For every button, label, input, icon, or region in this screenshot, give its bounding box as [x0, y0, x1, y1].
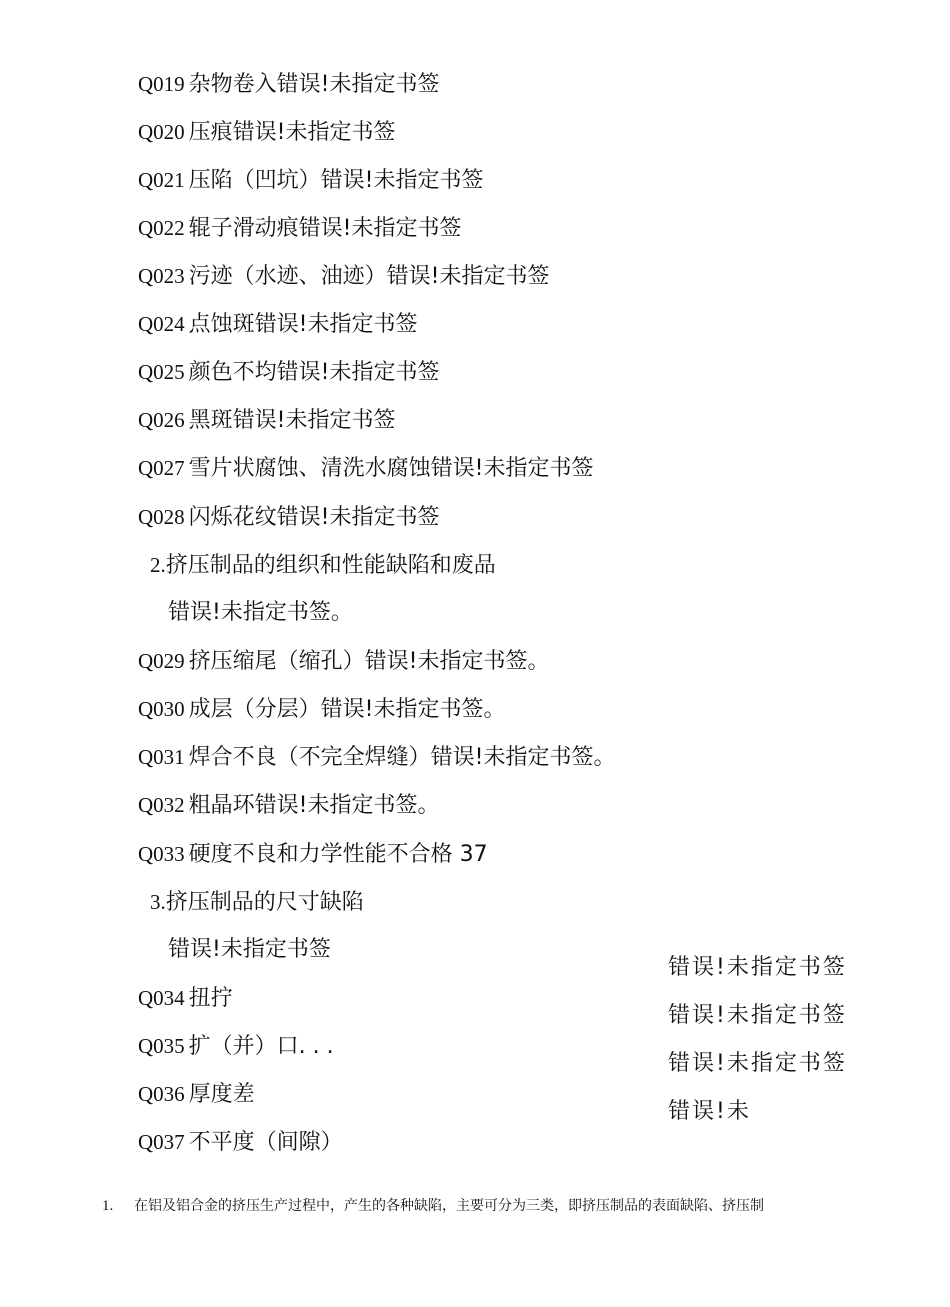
toc-entry-q030 — [138, 694, 506, 724]
entry-code: Q034 — [138, 986, 185, 1010]
toc-entry-q037 — [138, 1127, 343, 1157]
section-title: 挤压制品的尺寸缺陷 — [165, 890, 364, 915]
toc-entry-q034 — [138, 983, 233, 1013]
entry-title: 硬度不良和力学性能不合格 37 — [188, 842, 488, 867]
toc-entry-q029 — [138, 646, 550, 676]
toc-entry-q036 — [138, 1079, 255, 1109]
entry-code: Q027 — [138, 456, 185, 480]
section-number: 3. — [150, 890, 166, 914]
toc-entry-q025 — [138, 357, 440, 387]
entry-code: Q037 — [138, 1130, 185, 1154]
section-number: 2. — [150, 553, 166, 577]
toc-entry-q032 — [138, 790, 440, 820]
entry-title: 黑斑错误!未指定书签 — [188, 408, 396, 433]
entry-title: 杂物卷入错误!未指定书签 — [188, 72, 440, 97]
entry-title: 挤压缩尾（缩孔）错误!未指定书签。 — [188, 649, 550, 674]
toc-entry-q020 — [138, 117, 396, 147]
entry-code: Q031 — [138, 745, 185, 769]
entry-code: Q030 — [138, 697, 185, 721]
entry-title: 颜色不均错误!未指定书签 — [188, 360, 440, 385]
section-3-subline: 错误!未指定书签 — [168, 937, 331, 962]
toc-entry-q023 — [138, 261, 550, 291]
footnote — [102, 1192, 764, 1220]
toc-entry-q028 — [138, 502, 440, 532]
entry-code: Q023 — [138, 264, 185, 288]
entry-code: Q036 — [138, 1082, 185, 1106]
entry-title: 雪片状腐蚀、清洗水腐蚀错误!未指定书签 — [188, 456, 594, 481]
entry-title: 压痕错误!未指定书签 — [188, 120, 396, 145]
entry-code: Q025 — [138, 360, 185, 384]
entry-title: 扩（并）口. . . — [188, 1034, 334, 1059]
entry-title: 扭拧 — [188, 986, 233, 1011]
entry-code: Q022 — [138, 216, 185, 240]
entry-code: Q020 — [138, 120, 185, 144]
entry-code: Q021 — [138, 168, 185, 192]
side-text-block: 错误!未指定书签错误!未指定书签错误!未指定书签错误!未 — [668, 955, 847, 1124]
toc-entry-q026 — [138, 405, 396, 435]
section-2-subline: 错误!未指定书签。 — [168, 600, 353, 625]
entry-code: Q032 — [138, 793, 185, 817]
footnote-number: 1. — [102, 1198, 114, 1214]
entry-title: 不平度（间隙） — [188, 1130, 343, 1155]
section-heading-3 — [150, 887, 364, 917]
entry-title: 厚度差 — [188, 1082, 255, 1107]
toc-entry-q019 — [138, 69, 440, 99]
entry-code: Q019 — [138, 72, 185, 96]
toc-entry-q021 — [138, 165, 484, 195]
footnote-text: 在铝及铝合金的挤压生产过程中，产生的各种缺陷，主要可分为三类，即挤压制品的表面缺陷、挤压制 — [134, 1198, 764, 1214]
toc-entry-q022 — [138, 213, 462, 243]
entry-title: 闪烁花纹错误!未指定书签 — [188, 505, 440, 530]
entry-title: 辊子滑动痕错误!未指定书签 — [188, 216, 462, 241]
toc-entry-q024 — [138, 309, 418, 339]
entry-title: 压陷（凹坑）错误!未指定书签 — [188, 168, 484, 193]
toc-entry-q033 — [138, 839, 488, 869]
section-heading-2 — [150, 550, 496, 580]
section-title: 挤压制品的组织和性能缺陷和废品 — [165, 553, 496, 578]
entry-code: Q028 — [138, 505, 185, 529]
entry-code: Q035 — [138, 1034, 185, 1058]
toc-entry-q031 — [138, 742, 616, 772]
entry-title: 点蚀斑错误!未指定书签 — [188, 312, 418, 337]
toc-entry-q035 — [138, 1031, 334, 1061]
entry-code: Q033 — [138, 842, 185, 866]
entry-title: 成层（分层）错误!未指定书签。 — [188, 697, 506, 722]
toc-entry-q027 — [138, 453, 594, 483]
entry-title: 粗晶环错误!未指定书签。 — [188, 793, 440, 818]
entry-title: 焊合不良（不完全焊缝）错误!未指定书签。 — [188, 745, 616, 770]
entry-code: Q029 — [138, 649, 185, 673]
entry-code: Q024 — [138, 312, 185, 336]
entry-title: 污迹（水迹、油迹）错误!未指定书签 — [188, 264, 550, 289]
entry-code: Q026 — [138, 408, 185, 432]
